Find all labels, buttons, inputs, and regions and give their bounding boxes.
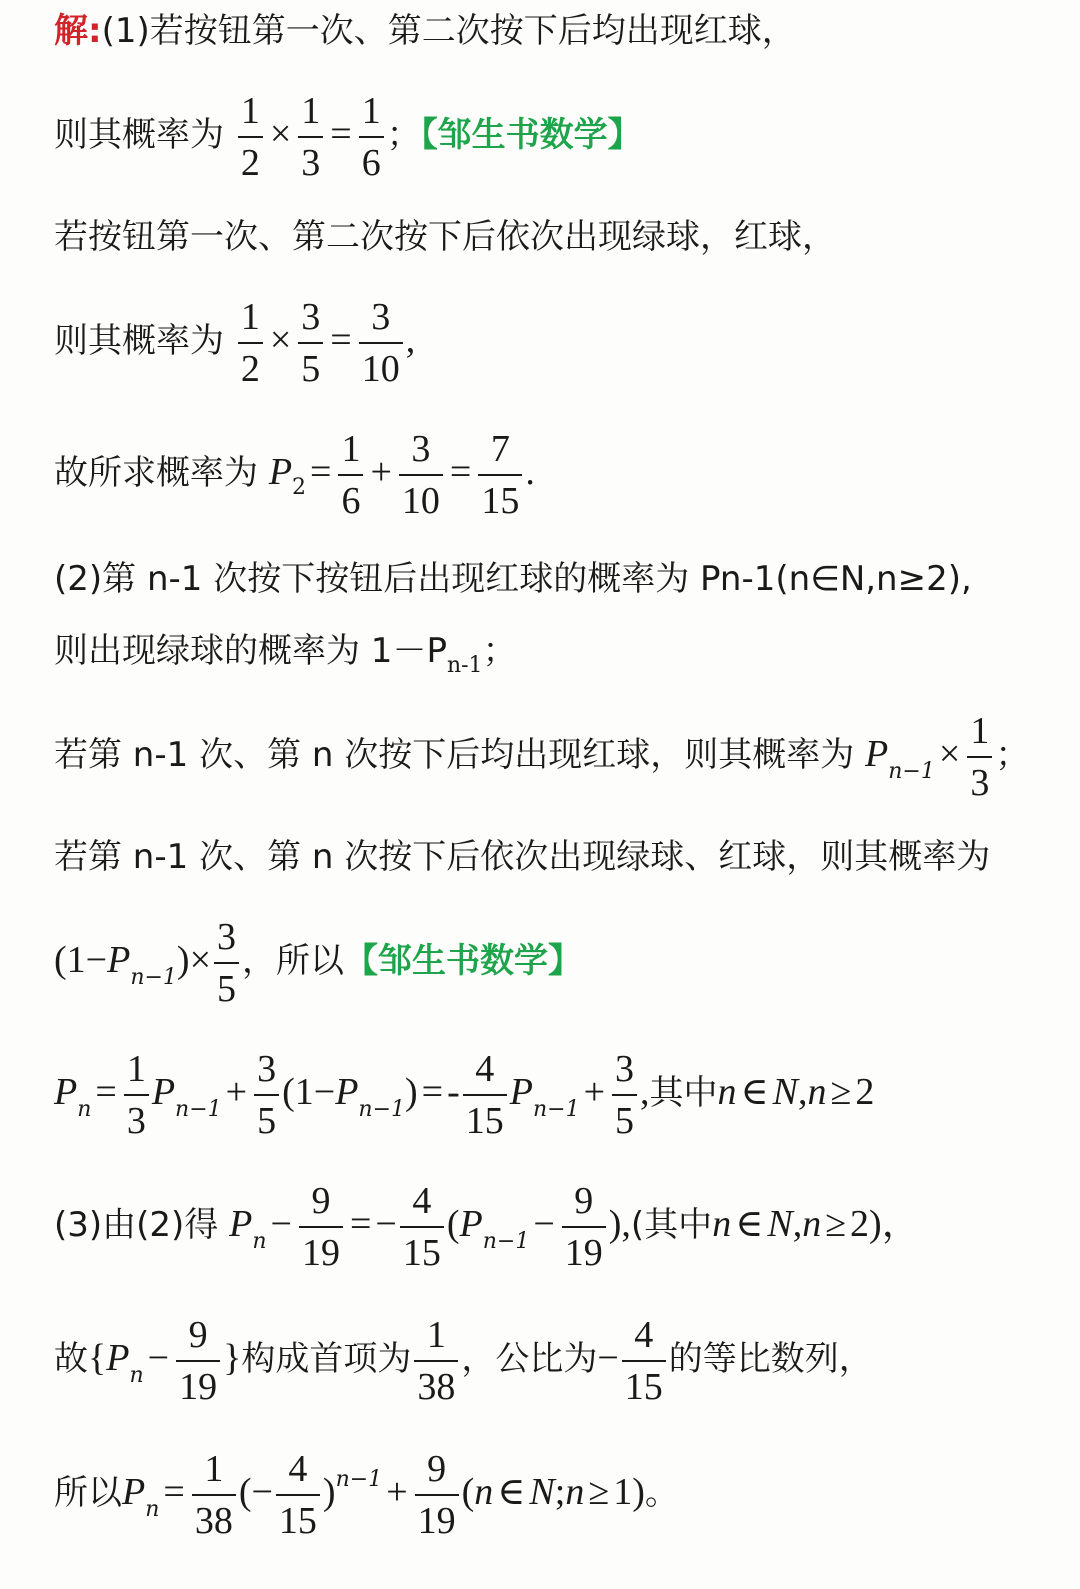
prob-prefix: 则其概率为 — [54, 115, 224, 155]
case2-text: 若第 n-1 次、第 n 次按下后依次出现绿球、红球，则其概率为 — [54, 837, 991, 877]
green-prob-subscript: n-1 — [446, 653, 483, 678]
part1-second: 若按钮第一次、第二次按下后依次出现绿球，红球， — [54, 217, 836, 257]
part2-so-line: $(1-P_{n-1})\times$ $\frac{3}{5}$ ，所以【邹生书数学】 — [54, 916, 583, 1010]
prob-prefix-2: 则其概率为 — [54, 321, 224, 361]
part3-intro-line: (3)由(2)得 $P_n$ − $\frac{9}{19}$ = − $\frac{4}{15}$ ($P_{n-1}$ − $\frac{9}{19}$ ),(其中n ∈ N,n ≥ 2)， — [54, 1180, 920, 1274]
part2-recurrence-line: $P_n$ = $\frac{1}{3}$ $P_{n-1}$ + $\frac{3}{5}$ $(1-P_{n-1})$ = - $\frac{4}{15}$ $P_{n-1}$ + $\frac{3}{5}$ ,其中n ∈ N,n ≥ 2 — [54, 1048, 875, 1142]
part2-green-line: 则出现绿球的概率为 $1-P_{n-1}$； — [54, 631, 517, 678]
geo-text-3: 的等比数列， — [668, 1339, 873, 1379]
case1-text: 若第 n-1 次、第 n 次按下后均出现红球，则其概率为 — [54, 735, 855, 775]
part3-geo-line: 故{$P_n$ − $\frac{9}{19}$ }构成首项为 $\frac{1}{38}$ ，公比为− $\frac{4}{15}$ 的等比数列， — [54, 1314, 873, 1408]
part1-second-line — [54, 217, 836, 257]
where-text-2: (其中 — [630, 1205, 713, 1245]
green-prob-text: 则出现绿球的概率为 1－P — [54, 631, 447, 671]
so-text: ，所以 — [242, 941, 345, 981]
fraction-1-3: $\frac{1}{3}$ — [298, 92, 323, 182]
part1-intro-line — [54, 11, 796, 51]
geo-text-1: 构成首项为 — [241, 1339, 412, 1379]
part1-intro: (1)若按钮第一次、第二次按下后均出现红球， — [101, 11, 796, 51]
geo-text-2: ，公比为 — [461, 1339, 598, 1379]
final-text: 所以 — [54, 1473, 122, 1513]
fraction-1-6: $\frac{1}{6}$ — [359, 92, 384, 182]
part3-intro: (3)由(2)得 — [54, 1205, 219, 1245]
total-prefix: 故所求概率为 — [54, 453, 258, 493]
part2-case2-line — [54, 837, 991, 877]
part1-prob2-line: 则其概率为 $\frac{1}{2}$ × $\frac{3}{5}$ = $\frac{3}{10}$ , — [54, 296, 416, 390]
brand-watermark: 【邹生书数学】 — [420, 115, 642, 155]
part1-prob-line: 则其概率为 $\frac{1}{2}$ × $\frac{1}{3}$ = $\frac{1}{6}$ ；【邹生书数学】 — [54, 90, 642, 184]
solution-label: 解: — [54, 11, 102, 51]
hence-text: 故 — [54, 1339, 88, 1379]
part1-total-line: 故所求概率为 $P_2$ = $\frac{1}{6}$ + $\frac{3}{10}$ = $\frac{7}{15}$ . — [54, 428, 535, 522]
part2-case1-line: 若第 n-1 次、第 n 次按下后均出现红球，则其概率为 $P_{n-1}$ × $\frac{1}{3}$ ； — [54, 710, 1030, 804]
part2-intro-line — [54, 559, 972, 599]
brand-watermark-2: 【邹生书数学】 — [344, 941, 583, 981]
part3-final-line: 所以$P_n$ = $\frac{1}{38}$ (− $\frac{4}{15}$ )$^{n-1}$ + $\frac{9}{19}$ (n ∈ N;n ≥ 1)。 — [54, 1448, 679, 1542]
where-text: 其中 — [649, 1073, 718, 1113]
fraction-1-2: $\frac{1}{2}$ — [238, 92, 263, 182]
part2-intro: (2)第 n-1 次按下按钮后出现红球的概率为 Pn-1(n∈N,n≥2), — [54, 559, 972, 599]
